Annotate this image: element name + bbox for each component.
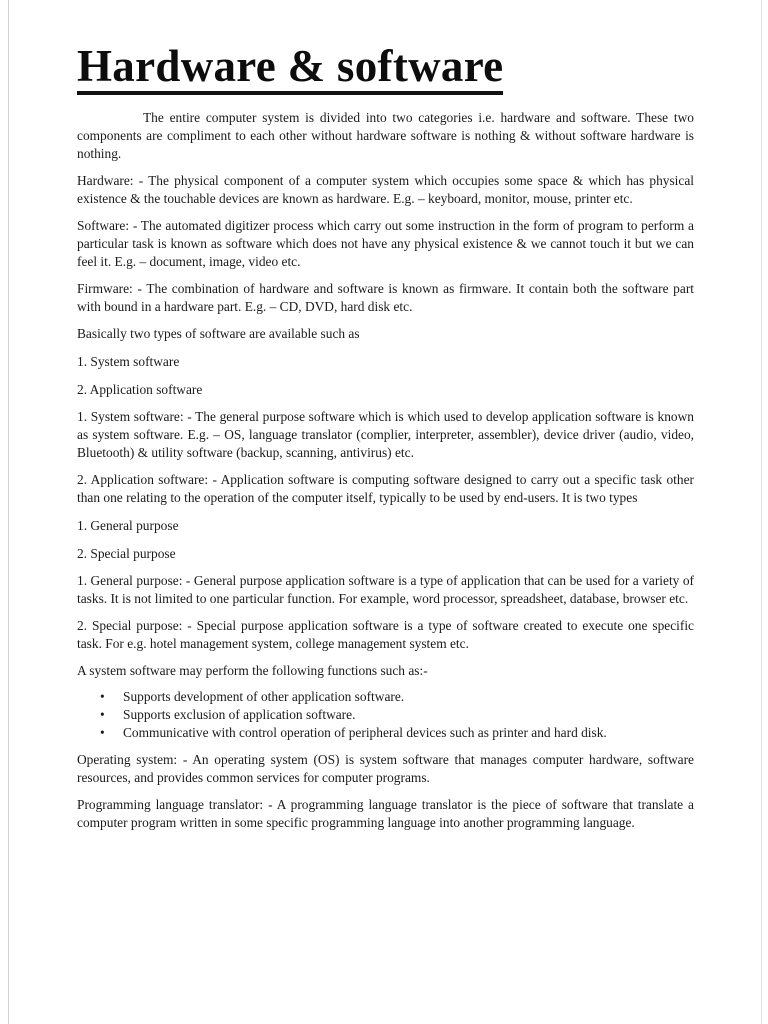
system-software-definition: 1. System software: - The general purpose software which is which used to develop application software is known as system software. E.g. – OS, language translator (complier, interpreter, assembler), device driver (audio, video, Bluetooth) & utility software (backup, scanning, antivirus) etc. [77, 409, 694, 460]
software-definition: Software: - The automated digitizer process which carry out some instruction in the form of program to perform a particular task is known as software which does not have any physical existence & we cannot touch it but we can feel it. E.g. – document, image, video etc. [77, 218, 694, 269]
translator-definition: Programming language translator: - A programming language translator is the piece of software that translate a computer program written in some specific programming language into another programming language. [77, 797, 694, 830]
general-purpose-definition: 1. General purpose: - General purpose application software is a type of application that can be used for a variety of tasks. It is not limited to one particular function. For example, word processor, spreadsheet, database, browser etc. [77, 573, 694, 606]
application-software-definition: 2. Application software: - Application software is computing software designed to carry out a specific task other than one relating to the operation of the computer itself, typically to be used by end-users. It is two types [77, 472, 694, 505]
list-item [100, 688, 694, 706]
list-item [100, 706, 694, 724]
functions-heading: A system software may perform the following functions such as:- [77, 663, 428, 678]
firmware-definition: Firmware: - The combination of hardware and software is known as firmware. It contain both the software part with bound in a hardware part. E.g. – CD, DVD, hard disk etc. [77, 281, 694, 314]
intro-paragraph: The entire computer system is divided into two categories i.e. hardware and software. These two components are compliment to each other without hardware software is nothing & without software hardware is nothing. [77, 110, 694, 161]
list-item [100, 724, 694, 742]
application-type-general: 1. General purpose [77, 518, 179, 533]
bullet-icon: • [100, 725, 105, 740]
list-item-text: Communicative with control operation of peripheral devices such as printer and hard disk. [123, 725, 607, 740]
software-types-heading: Basically two types of software are available such as [77, 326, 360, 341]
software-type-system: 1. System software [77, 354, 180, 369]
application-type-special: 2. Special purpose [77, 546, 176, 561]
document-page [77, 38, 694, 832]
operating-system-definition: Operating system: - An operating system (OS) is system software that manages computer hardware, software resources, and provides common services for computer programs. [77, 752, 694, 785]
scan-right-edge [761, 0, 762, 1024]
scan-left-edge [8, 0, 9, 1024]
list-item-text: Supports development of other application software. [123, 689, 405, 704]
bullet-icon: • [100, 689, 105, 704]
functions-list [77, 688, 694, 742]
software-type-application: 2. Application software [77, 382, 203, 397]
page-title: Hardware & software [77, 38, 503, 95]
hardware-definition: Hardware: - The physical component of a computer system which occupies some space & which has physical existence & the touchable devices are known as hardware. E.g. – keyboard, monitor, mouse, printer etc. [77, 173, 694, 206]
special-purpose-definition: 2. Special purpose: - Special purpose application software is a type of software created to execute one specific task. For e.g. hotel management system, college management system etc. [77, 618, 694, 651]
bullet-icon: • [100, 707, 105, 722]
list-item-text: Supports exclusion of application software. [123, 707, 356, 722]
